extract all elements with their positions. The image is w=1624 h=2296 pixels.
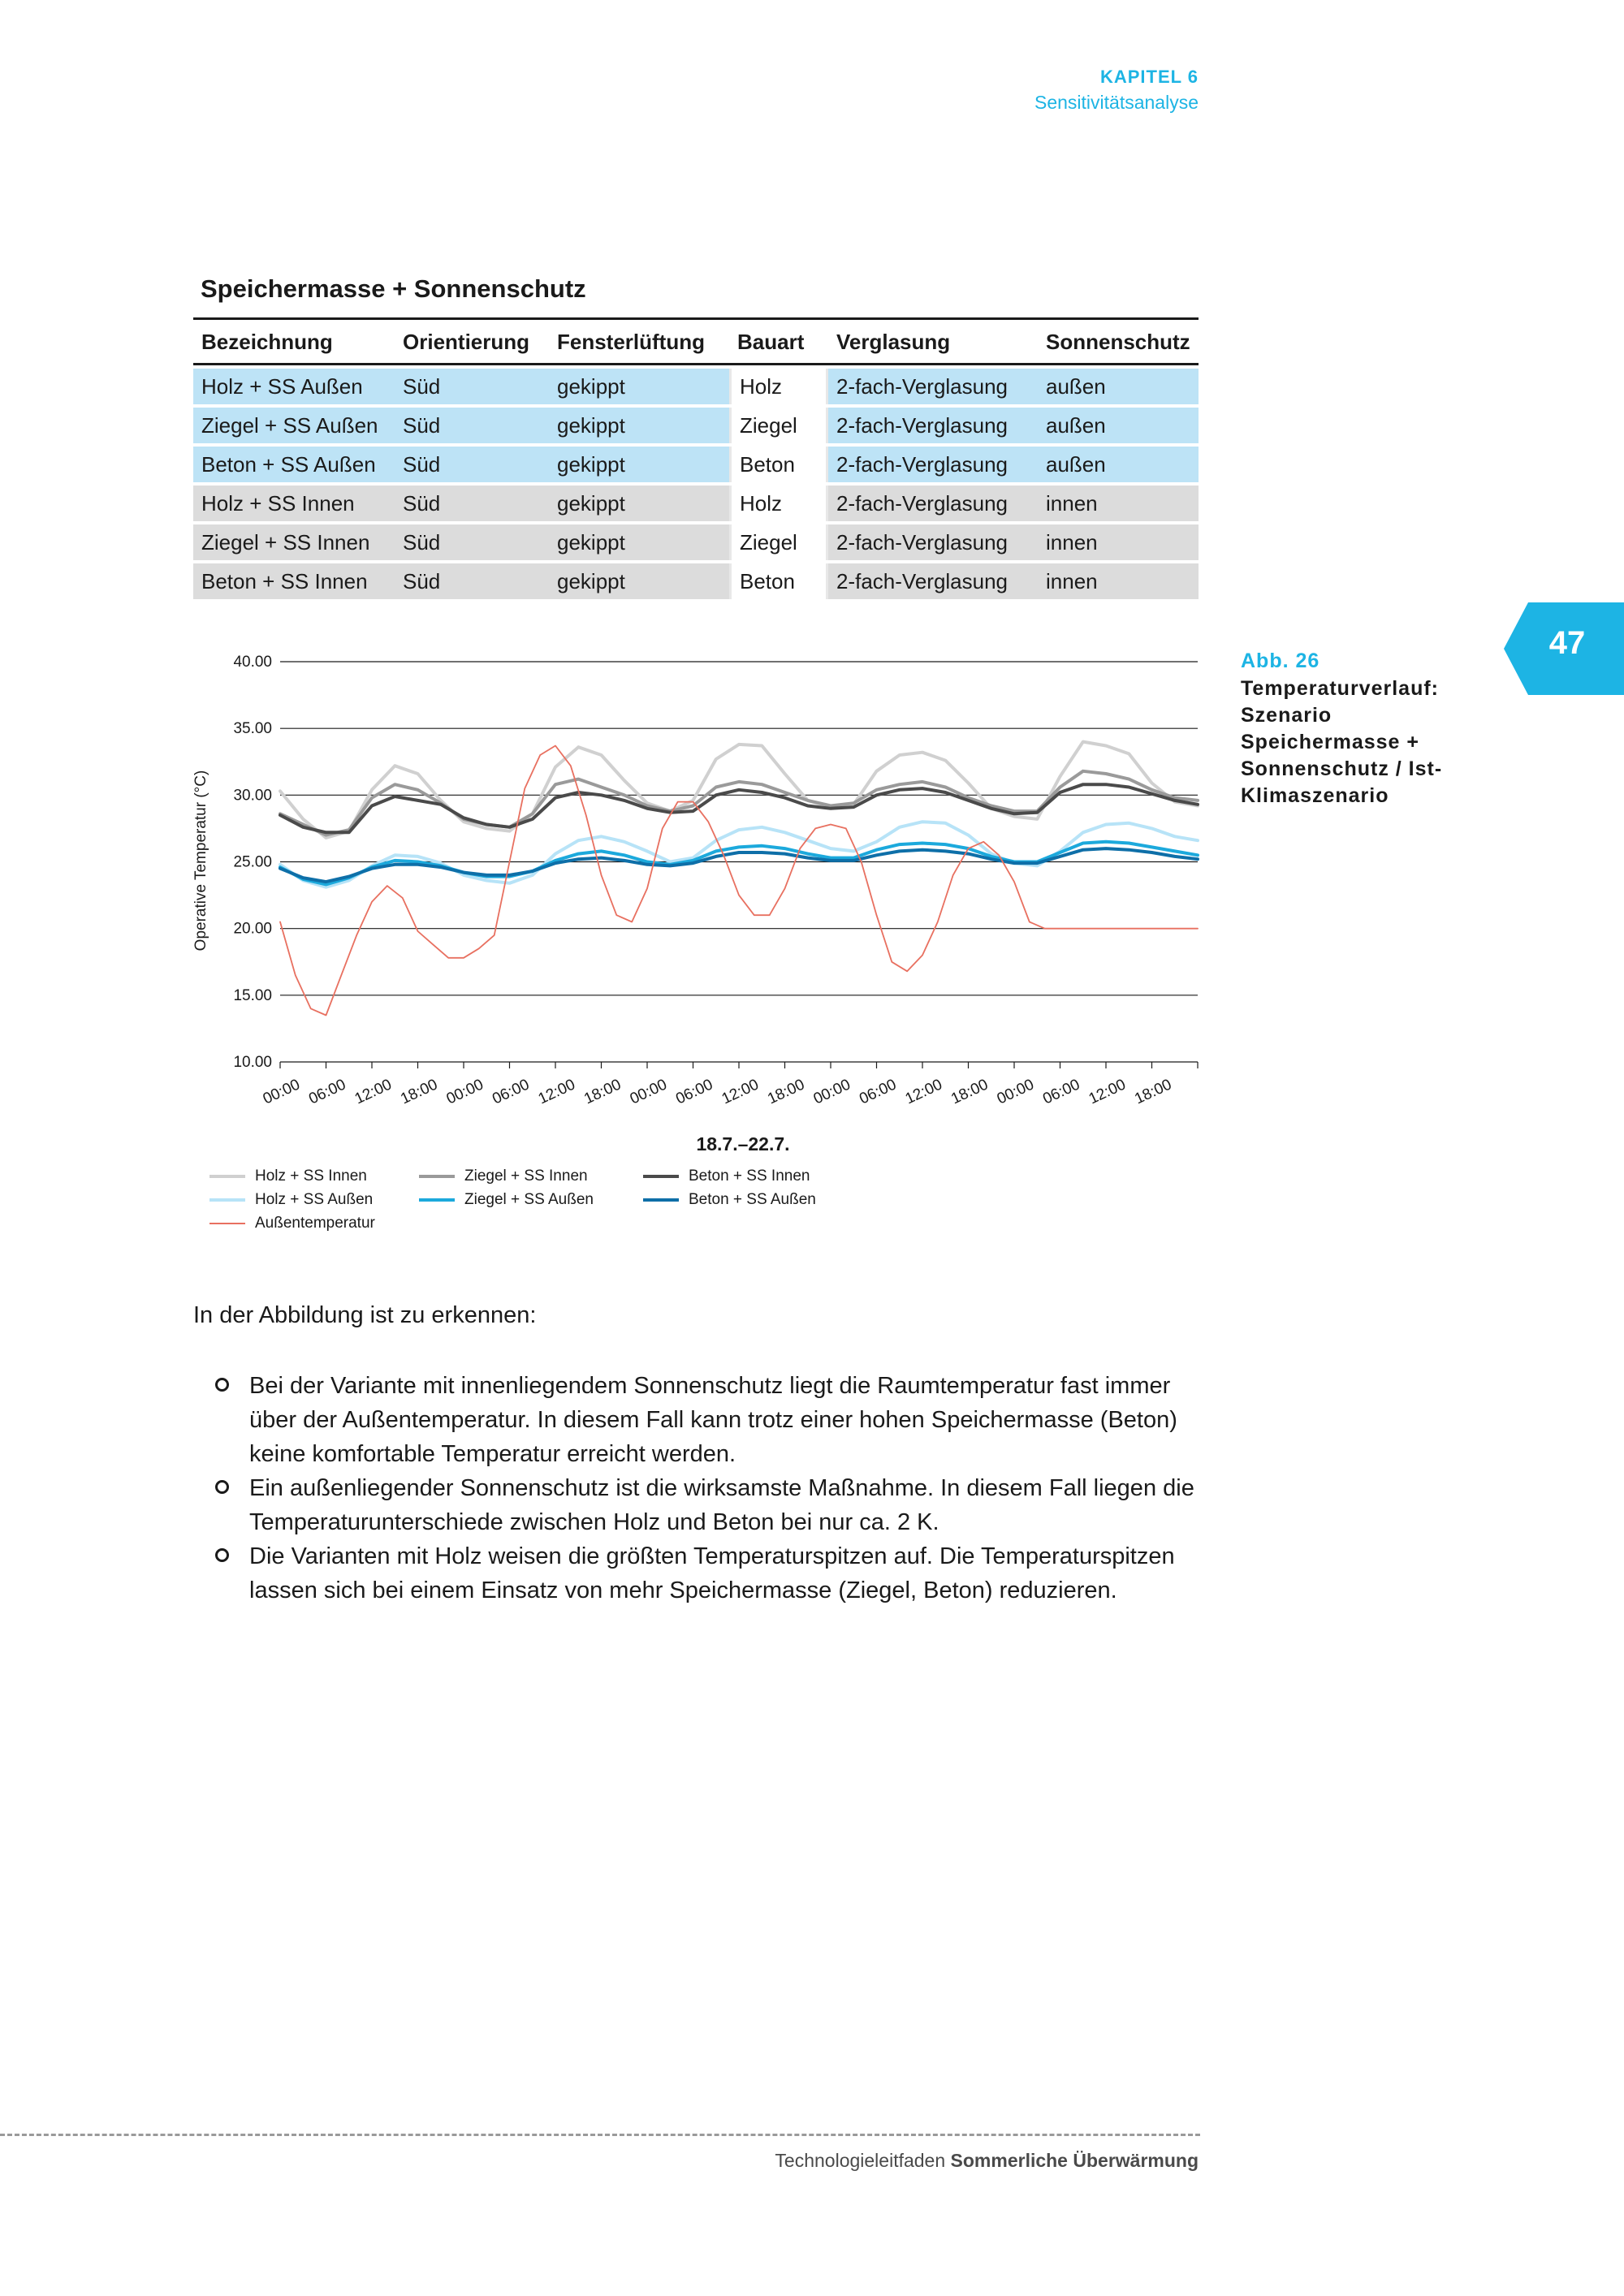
- x-tick-label: 06:00: [490, 1076, 533, 1108]
- list-item: [215, 1369, 1206, 1471]
- scenario-table: [193, 314, 1199, 602]
- bullet-text: Die Varianten mit Holz weisen die größten Temperaturspitzen auf. Die Temperaturspitzen lassen sich bei einem Einsatz von mehr Speichermasse (Ziegel, Beton) reduzieren.: [249, 1543, 1175, 1603]
- table-cell: außen: [1038, 369, 1199, 404]
- table-cell: 2-fach-Verglasung: [828, 408, 1038, 443]
- bullet-list: [215, 1369, 1206, 1608]
- table-row: [193, 369, 1199, 404]
- footer-divider: [0, 2134, 1200, 2136]
- chart-legend: [209, 1167, 940, 1241]
- table-row: [193, 524, 1199, 560]
- table-cell: Süd: [395, 408, 549, 443]
- x-tick-label: 00:00: [994, 1076, 1037, 1108]
- table-cell: gekippt: [549, 563, 729, 599]
- y-tick-label: 20.00: [233, 920, 272, 938]
- x-tick-label: 18:00: [398, 1076, 441, 1108]
- bullet-icon: [215, 1548, 229, 1562]
- table-cell: Beton: [729, 447, 828, 482]
- legend-label: Ziegel + SS Innen: [464, 1167, 588, 1185]
- intro-text: In der Abbildung ist zu erkennen:: [193, 1302, 537, 1328]
- footer-title: Sommerliche Überwärmung: [950, 2150, 1199, 2171]
- x-tick-label: 00:00: [627, 1076, 670, 1108]
- table-cell: Beton + SS Außen: [193, 447, 395, 482]
- table-cell: Süd: [395, 524, 549, 560]
- y-tick-label: 10.00: [233, 1054, 272, 1071]
- figure-label: Abb. 26: [1241, 650, 1320, 672]
- legend-swatch: [419, 1198, 455, 1202]
- series-line: [280, 822, 1198, 887]
- legend-item: [419, 1167, 588, 1185]
- chart-series: [280, 742, 1198, 1016]
- table-cell: Ziegel: [729, 408, 828, 443]
- col-header: Verglasung: [828, 317, 1038, 365]
- table-header-row: [193, 317, 1199, 365]
- table-cell: Beton: [729, 563, 828, 599]
- chapter-label: KAPITEL 6: [1099, 67, 1199, 87]
- table-cell: Ziegel + SS Innen: [193, 524, 395, 560]
- x-tick-label: 12:00: [535, 1076, 578, 1108]
- x-tick-label: 12:00: [719, 1076, 762, 1108]
- table-cell: gekippt: [549, 408, 729, 443]
- list-item: [215, 1471, 1206, 1539]
- col-header: Fensterlüftung: [549, 317, 729, 365]
- table-row: [193, 486, 1199, 521]
- col-header: Orientierung: [395, 317, 549, 365]
- x-tick-label: 00:00: [810, 1076, 853, 1108]
- legend-item: [209, 1191, 373, 1209]
- table-cell: 2-fach-Verglasung: [828, 369, 1038, 404]
- table-cell: gekippt: [549, 447, 729, 482]
- table-row: [193, 447, 1199, 482]
- bullet-icon: [215, 1480, 229, 1494]
- table-cell: 2-fach-Verglasung: [828, 486, 1038, 521]
- footer: [775, 2150, 1199, 2172]
- temperature-chart: [187, 637, 1218, 1165]
- y-tick-label: 25.00: [233, 853, 272, 871]
- x-tick-label: 12:00: [352, 1076, 395, 1108]
- table-cell: gekippt: [549, 369, 729, 404]
- x-axis-label: 18.7.–22.7.: [696, 1133, 790, 1154]
- legend-swatch: [643, 1198, 679, 1202]
- legend-item: [419, 1191, 594, 1209]
- bullet-text: Bei der Variante mit innenliegendem Sonnenschutz liegt die Raumtemperatur fast immer über der Außentemperatur. In diesem Fall kann trotz einer hohen Speichermasse (Beton) keine komfortable Temperatur erreicht werden.: [249, 1373, 1177, 1467]
- y-tick-label: 40.00: [233, 654, 272, 671]
- table-cell: gekippt: [549, 486, 729, 521]
- table-row: [193, 563, 1199, 599]
- table-cell: Holz + SS Innen: [193, 486, 395, 521]
- legend-label: Ziegel + SS Außen: [464, 1191, 594, 1208]
- table-row: [193, 408, 1199, 443]
- table-cell: Süd: [395, 369, 549, 404]
- legend-label: Holz + SS Außen: [255, 1191, 374, 1208]
- list-item: [215, 1539, 1206, 1608]
- legend-swatch: [209, 1198, 245, 1202]
- table-cell: Süd: [395, 563, 549, 599]
- x-tick-label: 12:00: [1086, 1076, 1129, 1108]
- x-tick-label: 18:00: [1132, 1076, 1175, 1108]
- x-tick-label: 06:00: [306, 1076, 349, 1108]
- table-cell: 2-fach-Verglasung: [828, 447, 1038, 482]
- y-axis-ticks: [233, 654, 272, 1071]
- table-cell: außen: [1038, 447, 1199, 482]
- table-cell: Süd: [395, 486, 549, 521]
- x-tick-label: 06:00: [673, 1076, 716, 1108]
- legend-swatch: [643, 1175, 679, 1178]
- table-title: Speichermasse + Sonnenschutz: [201, 274, 586, 303]
- table-cell: Ziegel: [729, 524, 828, 560]
- x-tick-label: 06:00: [1040, 1076, 1083, 1108]
- table-cell: Holz: [729, 369, 828, 404]
- table-cell: 2-fach-Verglasung: [828, 563, 1038, 599]
- table-cell: 2-fach-Verglasung: [828, 524, 1038, 560]
- x-tick-label: 06:00: [857, 1076, 900, 1108]
- figure-caption: Temperaturverlauf: Szenario Speichermasse + Sonnenschutz / Ist-Klimaszenario: [1241, 677, 1443, 807]
- legend-item: [209, 1167, 367, 1185]
- y-axis-label: Operative Temperatur (°C): [192, 770, 209, 952]
- x-tick-label: 00:00: [260, 1076, 303, 1108]
- bullet-text: Ein außenliegender Sonnenschutz ist die wirksamste Maßnahme. In diesem Fall liegen die Temperaturunterschiede zwischen Holz und Beton bei nur ca. 2 K.: [249, 1475, 1194, 1535]
- table-cell: Ziegel + SS Außen: [193, 408, 395, 443]
- legend-label: Holz + SS Innen: [255, 1167, 367, 1185]
- table-cell: Holz: [729, 486, 828, 521]
- table-cell: Holz + SS Außen: [193, 369, 395, 404]
- table-cell: gekippt: [549, 524, 729, 560]
- legend-swatch: [209, 1223, 245, 1224]
- x-tick-label: 18:00: [948, 1076, 991, 1108]
- legend-item: [209, 1215, 375, 1232]
- page-number: 47: [1548, 625, 1586, 661]
- table-cell: innen: [1038, 486, 1199, 521]
- y-tick-label: 30.00: [233, 787, 272, 805]
- series-line: [280, 771, 1198, 835]
- legend-item: [643, 1191, 816, 1209]
- x-tick-label: 00:00: [443, 1076, 486, 1108]
- legend-label: Beton + SS Außen: [689, 1191, 816, 1208]
- table-cell: Süd: [395, 447, 549, 482]
- y-tick-label: 15.00: [233, 986, 272, 1004]
- table-cell: innen: [1038, 524, 1199, 560]
- section-label: Sensitivitätsanalyse: [1034, 92, 1199, 113]
- col-header: Sonnenschutz: [1038, 317, 1199, 365]
- legend-label: Beton + SS Innen: [689, 1167, 810, 1185]
- legend-swatch: [419, 1175, 455, 1178]
- table-cell: innen: [1038, 563, 1199, 599]
- x-tick-label: 12:00: [902, 1076, 945, 1108]
- col-header: Bezeichnung: [193, 317, 395, 365]
- legend-swatch: [209, 1175, 245, 1178]
- x-axis-ticks: [261, 1076, 1174, 1107]
- x-tick-label: 18:00: [581, 1076, 624, 1108]
- col-header: Bauart: [729, 317, 828, 365]
- x-tick-label: 18:00: [765, 1076, 808, 1108]
- table-cell: Beton + SS Innen: [193, 563, 395, 599]
- y-tick-label: 35.00: [233, 720, 272, 738]
- legend-label: Außentemperatur: [255, 1215, 375, 1232]
- bullet-icon: [215, 1378, 229, 1392]
- legend-item: [643, 1167, 810, 1185]
- footer-prefix: Technologieleitfaden: [775, 2150, 946, 2171]
- table-cell: außen: [1038, 408, 1199, 443]
